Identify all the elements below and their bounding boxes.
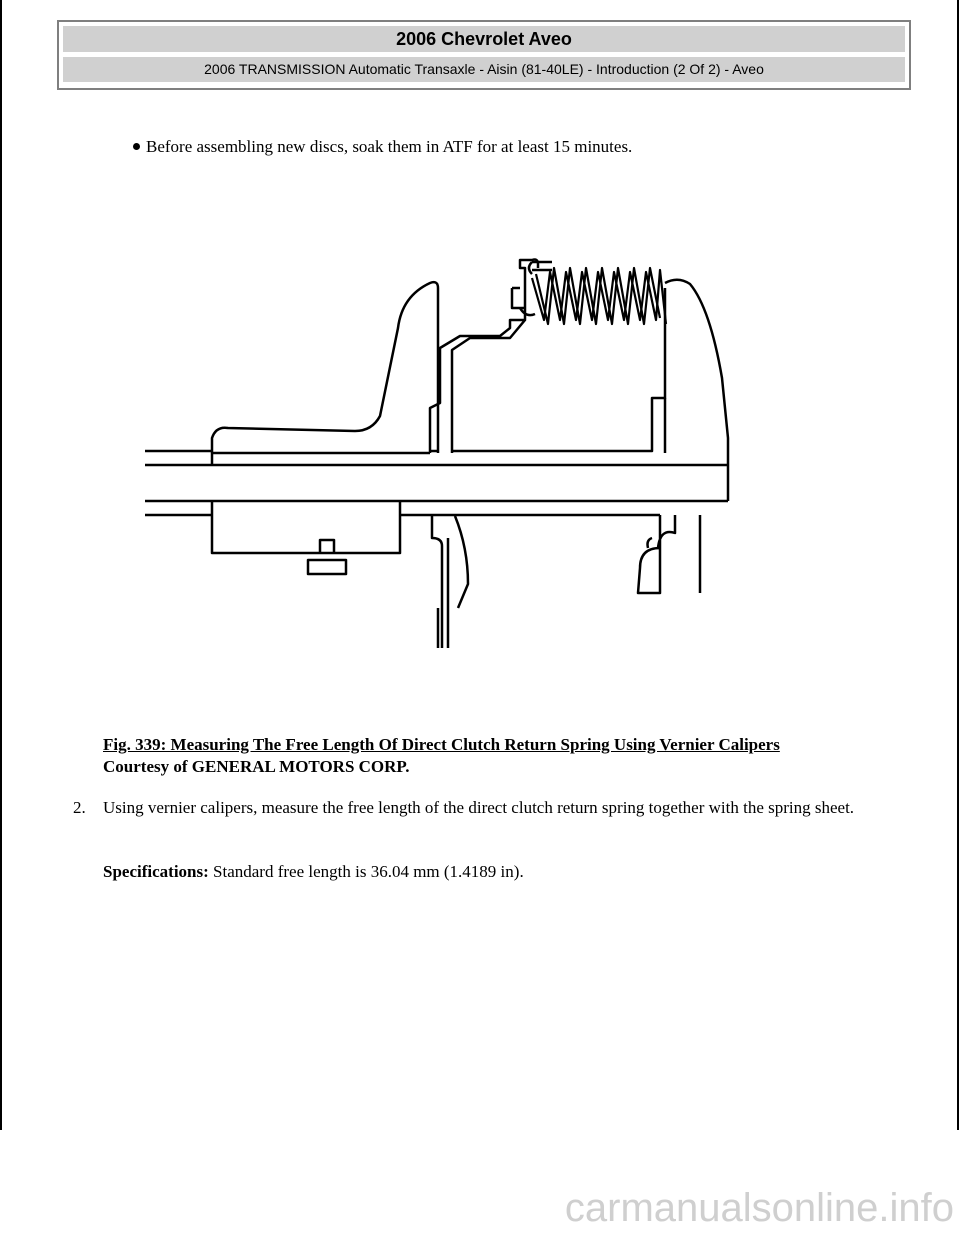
header-title: 2006 Chevrolet Aveo (63, 26, 905, 52)
watermark: carmanualsonline.info (564, 1186, 954, 1230)
fixed-jaw-lower (638, 515, 700, 593)
caliper-beam (145, 451, 212, 465)
bullet-icon (133, 143, 140, 150)
sliding-jaw-lower (432, 515, 468, 648)
step-text: Using vernier calipers, measure the free length of the direct clutch return spring together with the spring sheet. (103, 798, 855, 817)
specifications-label: Specifications: (103, 862, 209, 881)
page-header (57, 20, 911, 90)
step-number: 2. (73, 798, 86, 817)
specifications (103, 861, 524, 883)
specifications-text: Standard free length is 36.04 mm (1.4189 in). (213, 862, 524, 881)
figure-caption-credit: Courtesy of GENERAL MOTORS CORP. (103, 757, 410, 776)
page-border-right (957, 0, 959, 1130)
bullet-text: Before assembling new discs, soak them in ATF for at least 15 minutes. (146, 137, 633, 156)
vernier-caliper-figure (140, 248, 740, 653)
bullet-note (133, 136, 632, 158)
fixed-jaw-upper (665, 280, 728, 501)
return-spring (532, 268, 666, 324)
figure-caption-title[interactable]: Fig. 339: Measuring The Free Length Of Direct Clutch Return Spring Using Vernier Calipers (103, 735, 780, 754)
thumb-screw (308, 540, 346, 574)
page-border-left (0, 0, 2, 1130)
spring-sheet (430, 260, 538, 454)
sliding-jaw-upper (212, 282, 438, 465)
figure-caption (103, 734, 780, 778)
header-subtitle: 2006 TRANSMISSION Automatic Transaxle - Aisin (81-40LE) - Introduction (2 Of 2) - Aveo (63, 57, 905, 82)
